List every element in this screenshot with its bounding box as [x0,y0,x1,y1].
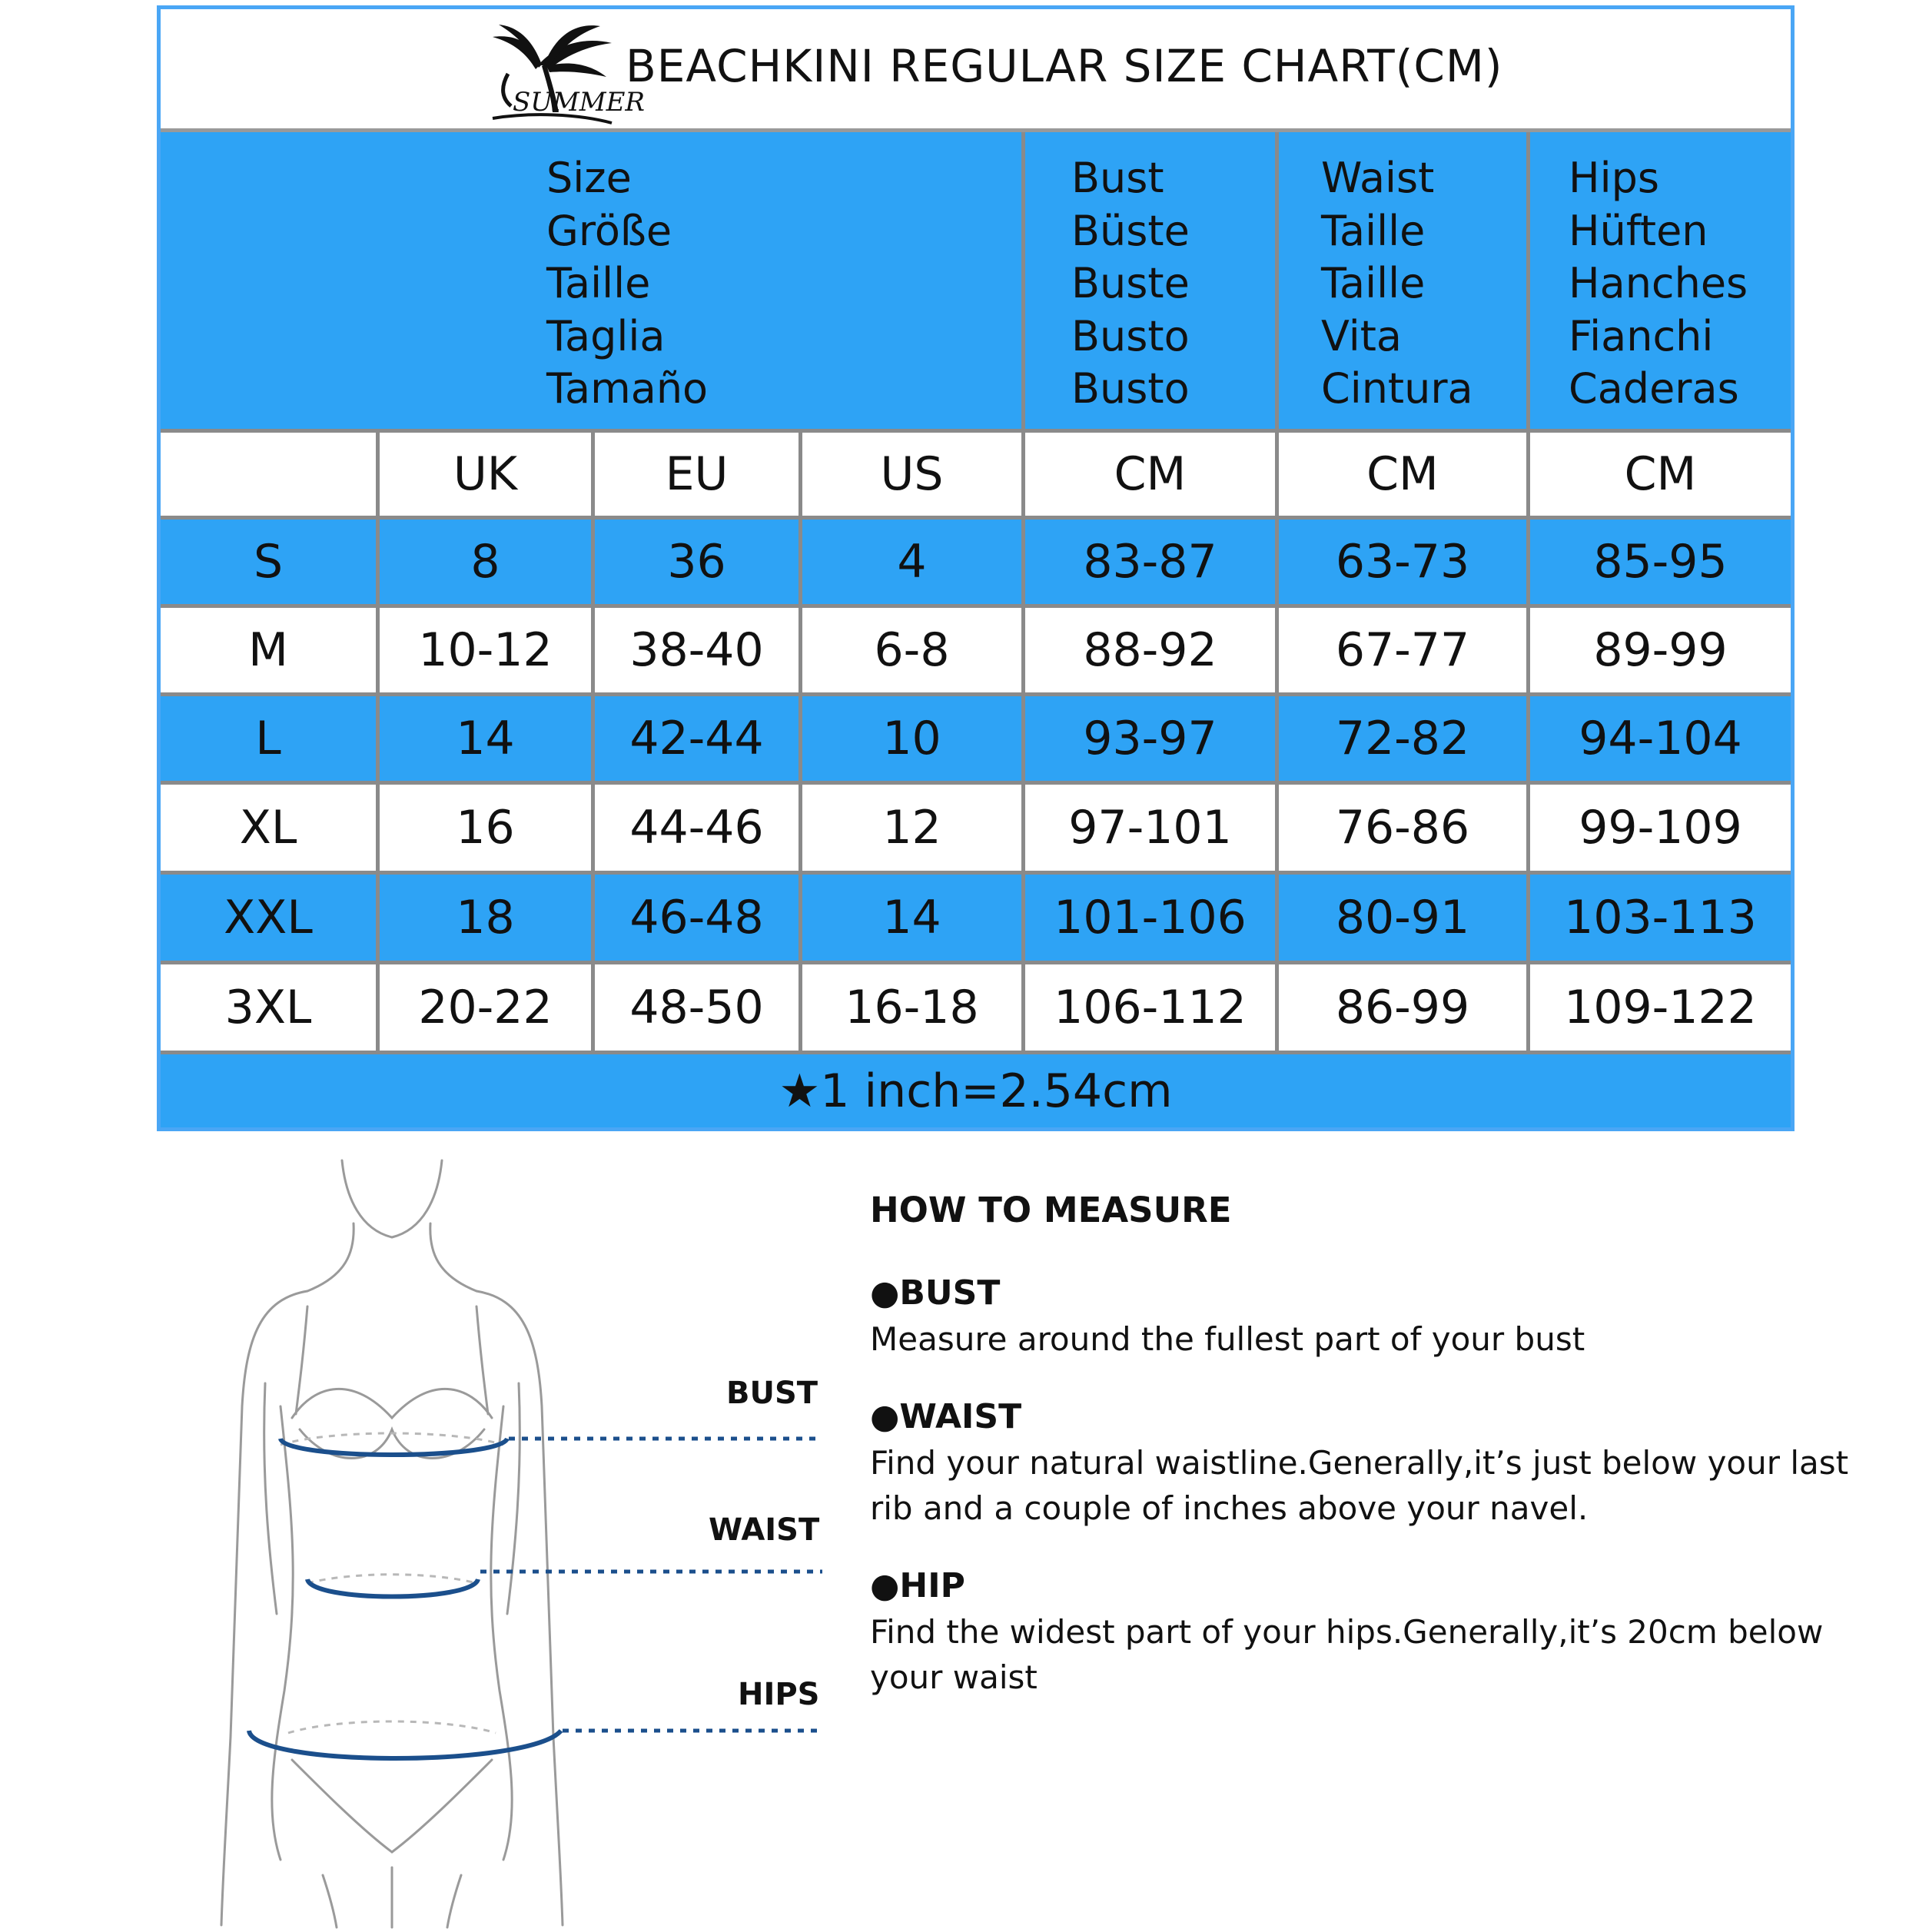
table-cell: 103-113 [1526,875,1791,961]
bust-figure-label: BUST [726,1376,818,1411]
table-cell: 94-104 [1526,696,1791,781]
table-cell: 89-99 [1526,608,1791,692]
chart-title: BEACHKINI REGULAR SIZE CHART(CM) [626,40,1503,92]
waist-label: Taille [1321,206,1426,255]
measure-description: Find your natural waistline.Generally,it’s just below your last rib and a couple of inches above your navel. [870,1444,1849,1527]
table-cell: 36 [591,520,798,604]
unit-cell: US [798,433,1021,516]
size-cell: M [248,623,288,677]
table-cell: 8 [376,520,591,604]
hips-figure-label: HIPS [738,1677,820,1712]
table-cell: 46-48 [591,875,798,961]
table-row [161,871,1791,961]
header-hips-cell [1526,132,1791,429]
table-cell: 97-101 [1021,785,1275,871]
table-cell: 42-44 [591,696,798,781]
size-label: Size [546,154,632,202]
table-cell: 38-40 [591,608,798,692]
logo-text: SUMMER [513,87,645,118]
table-cell: 72-82 [1275,696,1526,781]
size-chart-table [157,5,1795,1131]
size-label: Größe [546,206,672,255]
table-cell: 67-77 [1275,608,1526,692]
measure-heading: ●BUST [870,1273,1001,1313]
size-label: Taglia [546,311,666,360]
size-labels [546,152,708,416]
summer-palm-logo [485,20,645,128]
bust-label: Busto [1071,364,1190,413]
waist-label: Taille [1321,259,1426,307]
bust-label: Busto [1071,311,1190,360]
unit-cell: UK [376,433,591,516]
table-cell: 76-86 [1275,785,1526,871]
unit-cell: CM [1275,433,1526,516]
bust-label: Buste [1071,259,1190,307]
size-cell: XL [239,801,297,855]
bust-label: Büste [1071,206,1190,255]
table-row [161,604,1791,692]
size-cell: 3XL [224,981,312,1034]
table-cell: 14 [798,875,1021,961]
size-cell: S [253,535,284,589]
unit-cell: EU [591,433,798,516]
table-cell: 83-87 [1021,520,1275,604]
table-cell: 20-22 [376,964,591,1051]
measure-description: Measure around the fullest part of your bust [870,1320,1585,1358]
table-cell: 99-109 [1526,785,1791,871]
body-measurement-figure [208,1153,845,1929]
header-bust-cell [1021,132,1275,429]
hips-label: Hips [1569,154,1660,202]
table-row [161,692,1791,781]
measure-item-hip [870,1563,1884,1700]
header-size-cell [161,132,1021,429]
units-row [161,429,1791,516]
table-row [161,516,1791,604]
waist-figure-label: WAIST [709,1512,820,1548]
table-cell: 6-8 [798,608,1021,692]
waist-label: Cintura [1321,364,1473,413]
table-cell: 85-95 [1526,520,1791,604]
table-cell: 12 [798,785,1021,871]
header-waist-cell [1275,132,1526,429]
hips-label: Hanches [1569,259,1748,307]
table-row [161,781,1791,871]
unit-cell [161,433,376,516]
table-cell: 109-122 [1526,964,1791,1051]
table-cell: 18 [376,875,591,961]
size-cell: XXL [224,891,313,944]
title-row [161,9,1791,132]
table-cell: 106-112 [1021,964,1275,1051]
header-row [161,132,1791,429]
table-cell: 16-18 [798,964,1021,1051]
measure-description: Find the widest part of your hips.Generally,it’s 20cm below your waist [870,1613,1824,1696]
table-cell: 86-99 [1275,964,1526,1051]
measure-heading: ●WAIST [870,1397,1022,1436]
table-cell: 101-106 [1021,875,1275,961]
size-cell: L [255,712,281,765]
hips-label: Fianchi [1569,311,1714,360]
measure-item-waist [870,1394,1884,1531]
waist-label: Waist [1321,154,1435,202]
how-to-measure-title: HOW TO MEASURE [870,1190,1232,1230]
unit-cell: CM [1526,433,1791,516]
hips-labels [1569,152,1748,416]
table-cell: 48-50 [591,964,798,1051]
hips-label: Hüften [1569,206,1708,255]
table-row [161,961,1791,1051]
table-cell: 44-46 [591,785,798,871]
table-cell: 16 [376,785,591,871]
table-cell: 63-73 [1275,520,1526,604]
table-cell: 88-92 [1021,608,1275,692]
bust-label: Bust [1071,154,1164,202]
measure-item-bust [870,1270,1884,1362]
waist-labels [1321,152,1473,416]
unit-cell: CM [1021,433,1275,516]
table-cell: 80-91 [1275,875,1526,961]
table-cell: 4 [798,520,1021,604]
table-cell: 10 [798,696,1021,781]
bust-labels [1071,152,1190,416]
size-label: Taille [546,259,651,307]
table-cell: 14 [376,696,591,781]
conversion-note: ★1 inch=2.54cm [161,1051,1791,1127]
table-cell: 93-97 [1021,696,1275,781]
table-cell: 10-12 [376,608,591,692]
size-label: Tamaño [546,364,709,413]
waist-label: Vita [1321,311,1403,360]
measure-heading: ●HIP [870,1566,965,1605]
how-to-measure-section [870,1190,1884,1732]
hips-label: Caderas [1569,364,1739,413]
